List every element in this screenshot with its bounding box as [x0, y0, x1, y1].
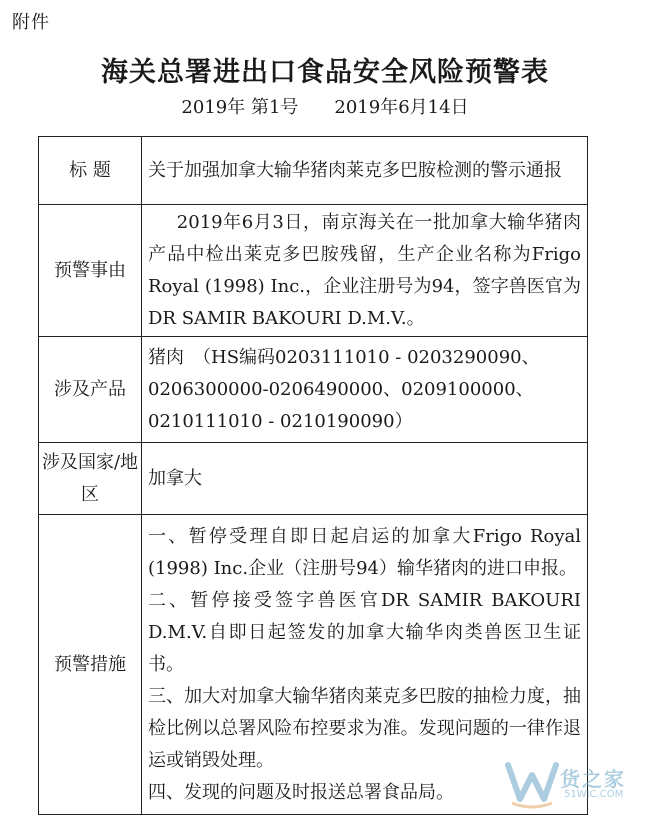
label-reason: 预警事由: [39, 205, 142, 337]
table-row: [39, 137, 588, 205]
table-row: [39, 443, 588, 515]
warning-table: [38, 136, 588, 815]
product-line: 猪肉 （HS编码0203111010 - 0203290090、: [148, 346, 540, 368]
issue-date: 2019年6月14日: [334, 97, 469, 118]
watermark: [502, 751, 640, 813]
product-line: 0206300000-0206490000、0209100000、: [148, 378, 534, 400]
label-country: 涉及国家/地区: [39, 443, 142, 515]
measure-item: 二、暂停接受签字兽医官DR SAMIR BAKOURI D.M.V.自即日起签发的加拿大输华肉类兽医卫生证书。: [148, 589, 581, 675]
measure-item: 三、加大对加拿大输华猪肉莱克多巴胺的抽检力度，抽检比例以总署风险布控要求为准。发现问题的一律作退运或销毁处理。: [148, 685, 581, 771]
label-measures: 预警措施: [39, 515, 142, 815]
content-country: 加拿大: [142, 443, 588, 515]
page-title: 海关总署进出口食品安全风险预警表: [101, 57, 549, 88]
table-row: [39, 337, 588, 443]
product-line: 0210111010 - 0210190090）: [148, 410, 413, 432]
issue-number: 2019年 第1号: [181, 97, 299, 118]
measure-item: 四、发现的问题及时报送总署食品局。: [148, 781, 454, 803]
table-row: [39, 205, 588, 337]
issue-line: [0, 93, 650, 119]
watermark-url: 51WJC.COM: [564, 789, 624, 800]
content-reason: 2019年6月3日，南京海关在一批加拿大输华猪肉产品中检出莱克多巴胺残留，生产企业名称为Frigo Royal (1998) Inc.，企业注册号为94，签字兽医官为DR SAMIR BAKOURI D.M.V.。: [142, 205, 588, 337]
watermark-text: 货之家: [560, 767, 626, 791]
label-title: 标 题: [39, 137, 142, 205]
content-title: 关于加强加拿大输华猪肉莱克多巴胺检测的警示通报: [142, 137, 588, 205]
measure-item: 一、暂停受理自即日起启运的加拿大Frigo Royal (1998) Inc.企业（注册号94）输华猪肉的进口申报。: [148, 525, 581, 579]
label-products: 涉及产品: [39, 337, 142, 443]
content-products: [142, 337, 588, 443]
attachment-label: 附件: [12, 12, 50, 33]
watermark-logo-icon: [502, 751, 562, 813]
